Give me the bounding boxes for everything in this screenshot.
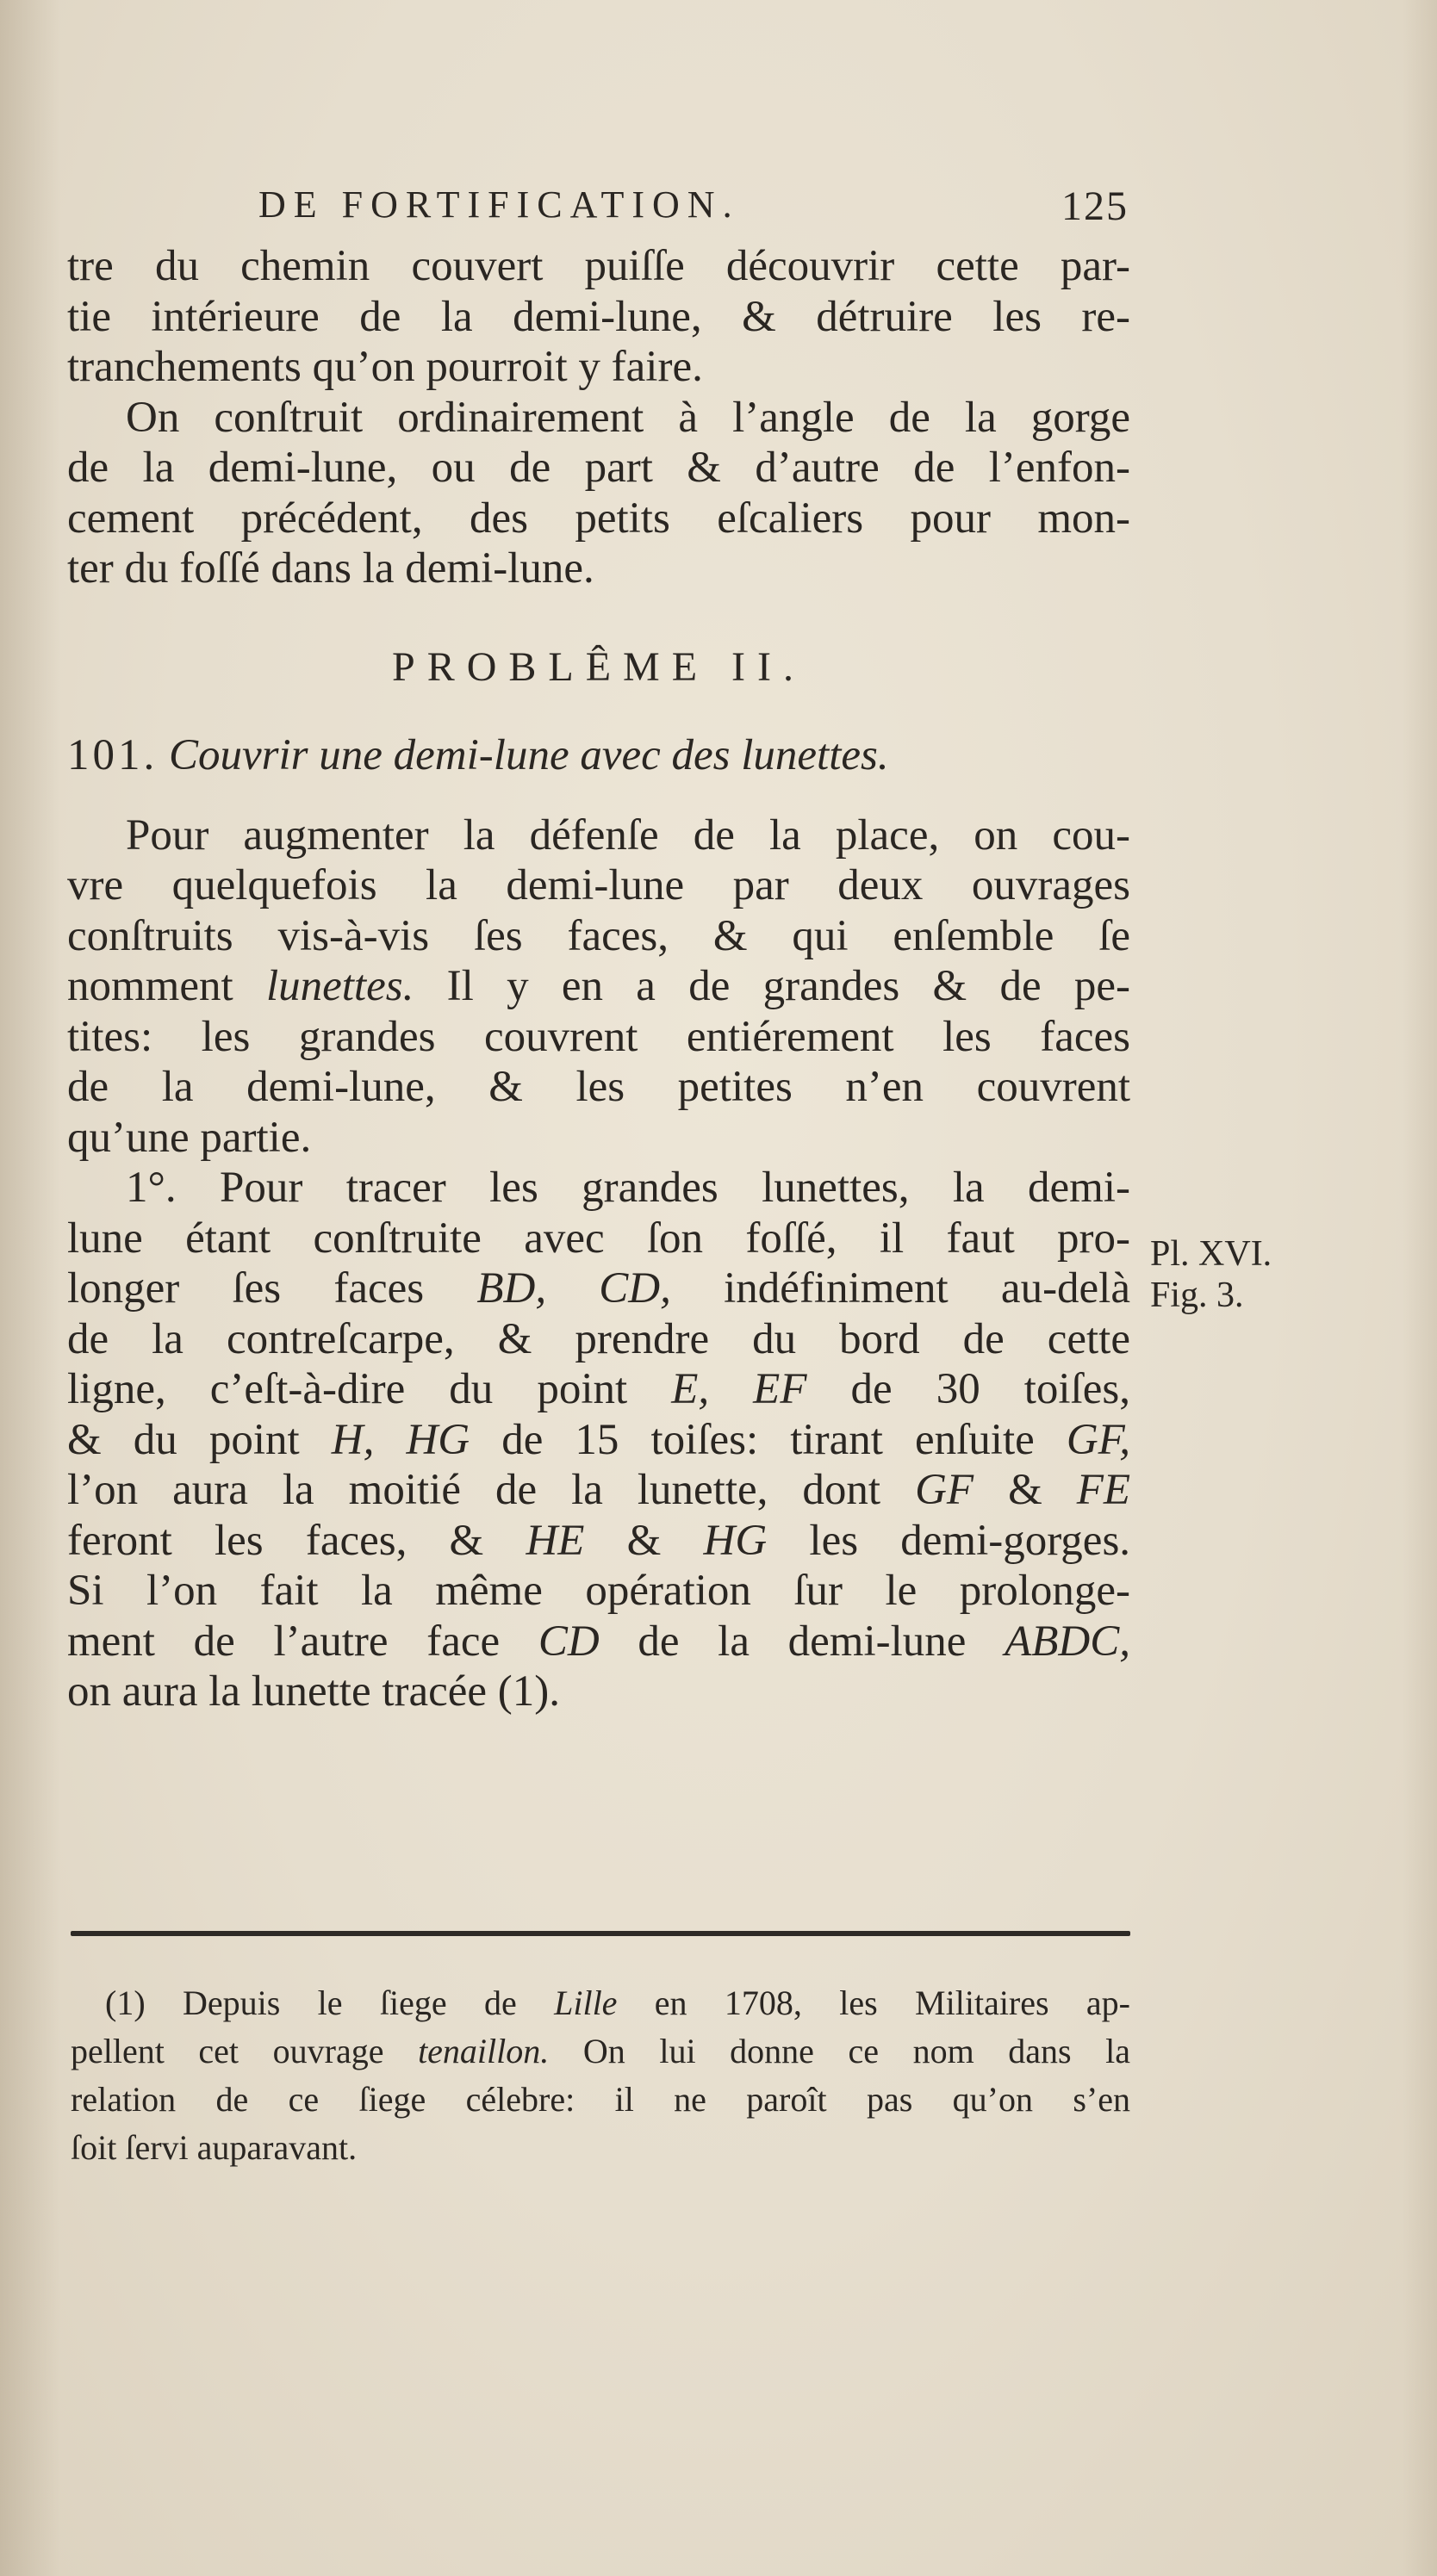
main-text bbox=[67, 241, 1130, 1717]
text-fragment: longer ſes faces bbox=[67, 1264, 425, 1313]
text-line: de la contreſcarpe, & prendre du bord de cette bbox=[67, 1314, 1130, 1363]
text-line: vre quelquefois la demi-lune par deux ouvrages bbox=[67, 861, 1130, 909]
italic-term: tenaillon. bbox=[418, 2032, 550, 2070]
text-line: conſtruits vis-à-vis ſes faces, & qui enſemble ſe bbox=[67, 911, 1130, 960]
text-fragment: & du point bbox=[67, 1415, 300, 1464]
italic-letters: FE bbox=[1076, 1466, 1131, 1514]
page-number: 125 bbox=[1061, 183, 1129, 229]
italic-letters: HG bbox=[703, 1516, 768, 1565]
text-fragment: de la demi-lune bbox=[638, 1617, 967, 1666]
text-line bbox=[67, 1364, 1130, 1415]
italic-letters: H, HG bbox=[331, 1415, 470, 1464]
italic-letters: E, EF bbox=[671, 1365, 807, 1413]
text-fragment: les demi-gorges. bbox=[809, 1516, 1131, 1565]
text-line: Si l’on fait la même opération ſur le prolonge- bbox=[67, 1567, 1130, 1615]
footnote bbox=[71, 1979, 1130, 2172]
text-line: tranchements qu’on pourroit y faire. bbox=[67, 343, 703, 391]
running-head bbox=[258, 183, 1129, 234]
text-line bbox=[67, 961, 1130, 1012]
text-line: lune étant conſtruite avec ſon foſſé, il faut pro- bbox=[67, 1214, 1130, 1263]
text-fragment: indéfiniment au-delà bbox=[724, 1264, 1130, 1313]
text-fragment: (1) Depuis le ſiege de bbox=[105, 1983, 517, 2022]
text-line bbox=[67, 1415, 1130, 1466]
section-heading: PROBLÊME II. bbox=[392, 643, 806, 690]
text-line bbox=[67, 1516, 1130, 1567]
running-title: DE FORTIFICATION. bbox=[258, 183, 740, 226]
text-fragment: ment de l’autre face bbox=[67, 1617, 501, 1666]
page-edge-shadow bbox=[1403, 0, 1437, 2576]
text-line: cement précédent, des petits eſcaliers pour mon- bbox=[67, 493, 1130, 543]
text-line: tie intérieure de la demi-lune, & détruire les re- bbox=[67, 292, 1130, 341]
figure-reference: Fig. 3. bbox=[1150, 1276, 1244, 1315]
text-fragment: ligne, c’eſt-à-dire du point bbox=[67, 1365, 628, 1413]
footnote-line bbox=[71, 2027, 1130, 2076]
text-line bbox=[67, 1617, 1130, 1667]
italic-letters: BD, CD, bbox=[476, 1264, 671, 1313]
italic-letters: GF, bbox=[1066, 1415, 1131, 1464]
text-fragment: Il y en a de grandes & de pe- bbox=[446, 962, 1131, 1010]
footnote-line: ſoit ſervi auparavant. bbox=[71, 2128, 358, 2167]
text-line: de la demi-lune, ou de part & d’autre de l’enfon- bbox=[67, 444, 1130, 492]
text-fragment: l’on aura la moitié de la lunette, dont bbox=[67, 1466, 881, 1514]
footnote-rule bbox=[71, 1931, 1130, 1936]
text-line bbox=[67, 1263, 1130, 1314]
problem-title: Couvrir une demi-lune avec des lunettes. bbox=[169, 731, 889, 779]
gutter-shadow bbox=[0, 0, 60, 2576]
footnote-line bbox=[71, 1979, 1130, 2027]
text-line: Pour augmenter la défenſe de la place, on cou- bbox=[126, 810, 1130, 860]
italic-term: Lille bbox=[554, 1983, 618, 2022]
text-fragment: & bbox=[1008, 1466, 1042, 1514]
text-fragment: de 30 toiſes, bbox=[850, 1365, 1130, 1413]
italic-letters: CD bbox=[538, 1617, 600, 1666]
text-line: tre du chemin couvert puiſſe découvrir cette par- bbox=[67, 242, 1130, 290]
footnote-line: relation de ce ſiege célebre: il ne paroît pas qu’on s’en bbox=[71, 2080, 1130, 2119]
text-fragment: en 1708, les Militaires ap- bbox=[654, 1983, 1130, 2022]
text-line: tites: les grandes couvrent entiérement les faces bbox=[67, 1012, 1130, 1061]
text-line: On conſtruit ordinairement à l’angle de la gorge bbox=[126, 393, 1130, 442]
text-fragment: nomment bbox=[67, 962, 233, 1010]
problem-statement bbox=[67, 730, 1130, 781]
italic-letters: HE bbox=[526, 1516, 585, 1565]
text-line: qu’une partie. bbox=[67, 1113, 312, 1162]
marginal-note bbox=[1150, 1233, 1272, 1316]
text-fragment: pellent cet ouvrage bbox=[71, 2032, 384, 2070]
text-line: de la demi-lune, & les petites n’en couvrent bbox=[67, 1063, 1130, 1111]
text-fragment: On lui donne ce nom dans la bbox=[582, 2032, 1131, 2070]
text-line: on aura la lunette tracée (1). bbox=[67, 1667, 561, 1716]
text-fragment: feront les faces, & bbox=[67, 1516, 484, 1565]
text-fragment: & bbox=[626, 1516, 662, 1565]
italic-letters: GF bbox=[915, 1466, 974, 1514]
italic-term: lunettes. bbox=[265, 962, 414, 1010]
problem-number: 101. bbox=[67, 731, 159, 779]
text-fragment: de 15 toiſes: tirant enſuite bbox=[501, 1415, 1035, 1464]
text-line: ter du foſſé dans la demi-lune. bbox=[67, 544, 594, 593]
text-line: 1°. Pour tracer les grandes lunettes, la demi- bbox=[126, 1164, 1130, 1212]
plate-reference: Pl. XVI. bbox=[1150, 1234, 1272, 1274]
italic-letters: ABDC, bbox=[1005, 1617, 1131, 1666]
text-line bbox=[67, 1465, 1130, 1516]
